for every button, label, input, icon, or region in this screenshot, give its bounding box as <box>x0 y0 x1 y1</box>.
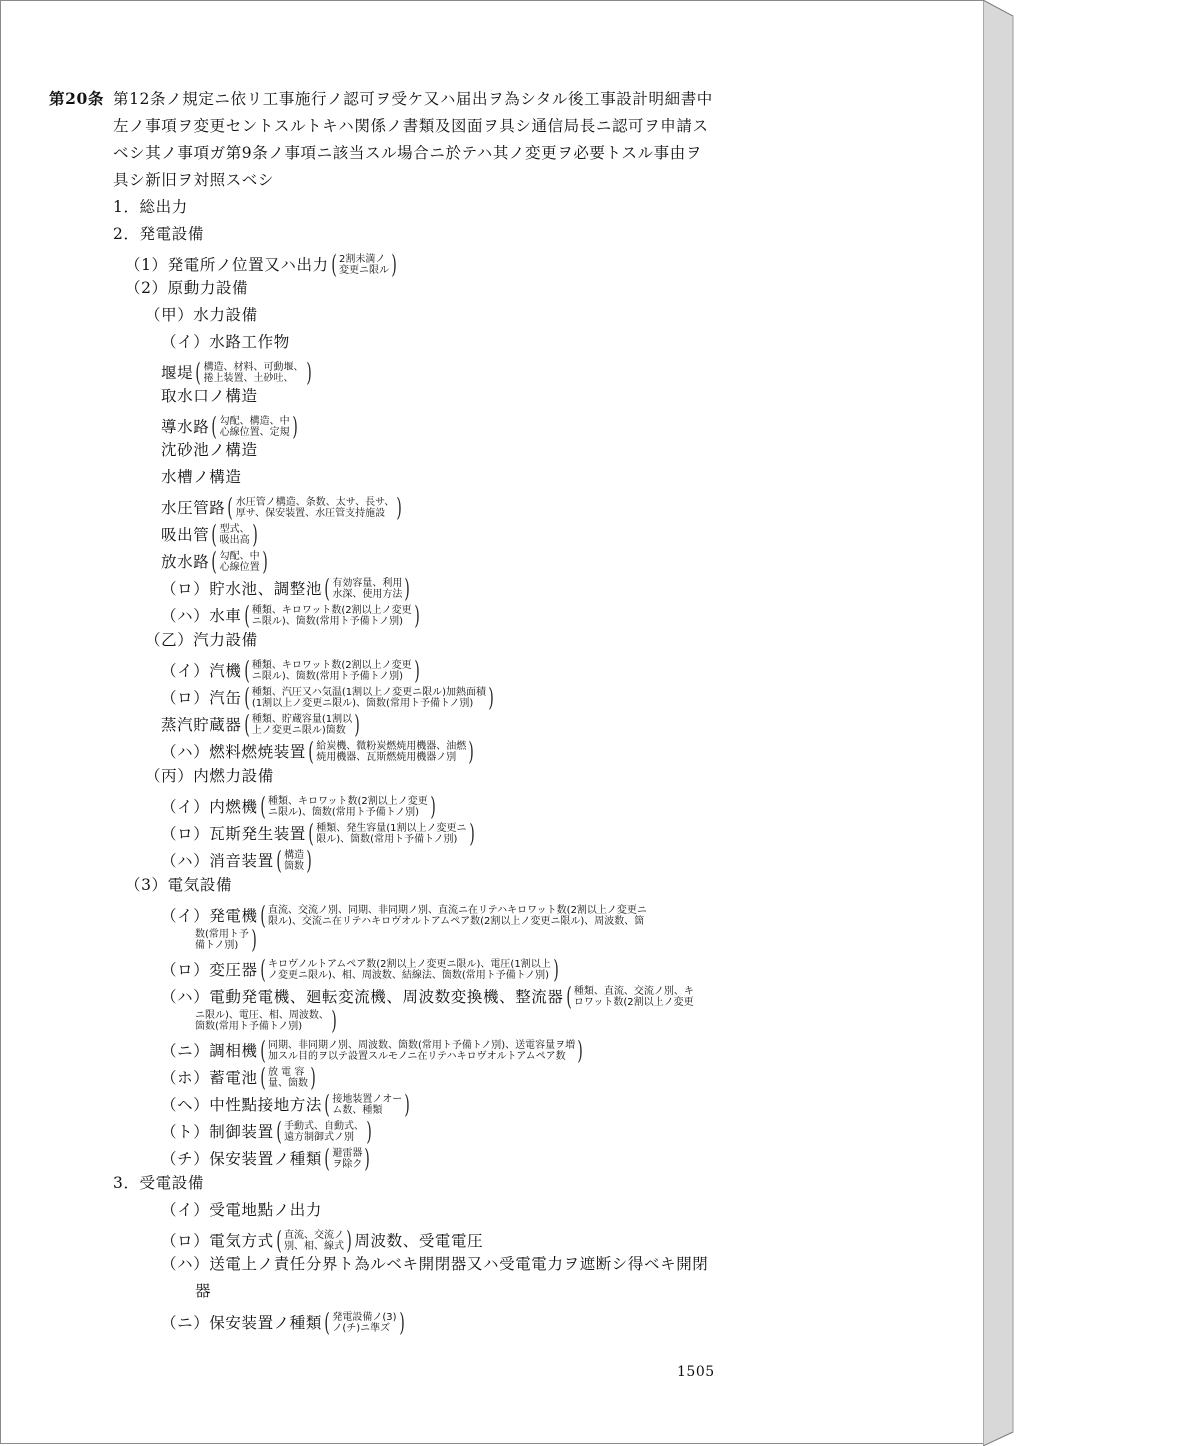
note-line: 量、箇数 <box>267 1077 308 1089</box>
note-line: ニ限ル)、箇数(常用ト予備トノ別) <box>251 670 403 682</box>
item-text: 堰堤 <box>161 363 194 382</box>
item-text: （丙）内燃力設備 <box>145 767 274 785</box>
list-item <box>145 306 258 324</box>
list-item <box>113 1174 204 1192</box>
close-paren: ) <box>488 683 495 712</box>
note-line: ヲ除ク <box>332 1158 363 1170</box>
item-text: （2）原動力設備 <box>125 279 249 297</box>
item-note <box>284 850 304 872</box>
note-line: 勾配、構造、中 <box>219 415 290 427</box>
item-text: （ト）制御装置 <box>161 1122 274 1141</box>
close-paren: ) <box>354 710 361 739</box>
list-item <box>161 495 405 520</box>
note-line: 上ノ変更ニ限ル)箇数 <box>251 724 346 736</box>
item-note <box>332 1312 396 1334</box>
note-line: 種類、キロワット数(2割以上ノ変更 <box>267 795 428 807</box>
article-number: 第20条 <box>49 89 104 108</box>
item-text: （ロ）汽缶 <box>161 688 242 707</box>
list-item <box>161 1119 374 1144</box>
note-line: 備トノ別) <box>195 939 239 951</box>
close-paren: ) <box>468 819 475 848</box>
list-item <box>161 794 438 819</box>
item-text: 放水路 <box>161 552 210 571</box>
list-item <box>161 685 496 710</box>
open-paren: ( <box>243 601 250 630</box>
item-text: （ロ）瓦斯発生装置 <box>161 824 306 843</box>
list-item <box>161 1038 586 1063</box>
item-note <box>204 362 304 384</box>
list-item <box>161 549 270 574</box>
item-note <box>268 1067 308 1089</box>
close-paren: ) <box>413 601 420 630</box>
list-item <box>113 198 188 216</box>
list-item <box>145 767 274 785</box>
list-item <box>161 957 561 982</box>
note-line: キロヴノルトアムペア数(2割以上ノ変更ニ限ル)、電圧(1割以上 <box>267 958 551 970</box>
note-line: 心線位置、定規 <box>219 426 290 438</box>
close-paren: ) <box>305 358 312 387</box>
list-item <box>161 848 314 873</box>
close-paren: ) <box>404 574 411 603</box>
open-paren: ( <box>259 792 266 821</box>
list-item <box>161 414 300 439</box>
note-line: ニ限ル)、箇数(常用ト予備トノ別) <box>267 806 420 818</box>
note-line: 構造 <box>284 849 305 861</box>
open-paren: ( <box>308 737 314 766</box>
list-item <box>145 631 258 649</box>
note-line: 構造、材料、可動堰、 <box>203 361 304 373</box>
list-item <box>161 387 258 405</box>
list-item <box>161 1255 708 1273</box>
item-note <box>316 823 466 845</box>
list-item <box>161 739 477 764</box>
item-text: （ヘ）中性點接地方法 <box>161 1095 323 1114</box>
note-line: 限ル)、箇数(常用ト予備トノ別) <box>316 833 458 845</box>
note-line: 型式、 <box>219 523 250 535</box>
list-item <box>161 658 422 683</box>
open-paren: ( <box>259 901 266 930</box>
note-line: 避雷器 <box>332 1147 363 1159</box>
note-line: 種類、貯蔵容量(1割以 <box>251 713 353 725</box>
note-line: 心線位置 <box>219 561 260 573</box>
close-paren: ) <box>251 925 257 954</box>
item-note <box>252 605 412 627</box>
open-paren: ( <box>227 493 234 522</box>
item-text: （乙）汽力設備 <box>145 631 258 649</box>
open-paren: ( <box>195 358 202 387</box>
note-line: 吸出高 <box>219 534 250 546</box>
close-paren: ) <box>396 493 403 522</box>
note-line: 直流、交流ノ <box>284 1229 345 1241</box>
item-text: （イ）水路工作物 <box>161 333 290 351</box>
item-note <box>284 1230 344 1252</box>
item-note <box>316 741 466 763</box>
close-paren: ) <box>364 1144 371 1173</box>
close-paren: ) <box>306 846 313 875</box>
note-line: 限ル)、交流ニ在リテハキロヴオルトアムペア数(2割以上ノ変更ニ限ル)、周波数、箇 <box>267 915 645 927</box>
note-line: (1割以上ノ変更ニ限ル)、箇数(常用ト予備トノ別) <box>251 697 474 709</box>
open-paren: ( <box>276 1117 282 1146</box>
note-line: ノ(チ)ニ準ズ <box>332 1322 391 1334</box>
item-note <box>236 497 395 519</box>
note-line: 水圧管ノ構造、条数、太サ、長サ、 <box>235 496 395 508</box>
note-line: 箇数(常用ト予備トノ別) <box>195 1020 303 1032</box>
list-item <box>195 1282 211 1300</box>
close-paren: ) <box>310 1063 316 1092</box>
item-text: （ロ）電気方式 <box>161 1231 274 1250</box>
open-paren: ( <box>211 520 218 549</box>
list-item <box>161 603 422 628</box>
item-text: 沈砂池ノ構造 <box>161 441 258 459</box>
item-note <box>252 714 352 736</box>
note-line: ノ変更ニ限ル)、相、周波数、結線法、箇数(常用ト予備トノ別) <box>267 969 550 981</box>
item-text: （イ）受電地點ノ出力 <box>161 1201 323 1219</box>
item-text: （ロ）変圧器 <box>161 960 258 979</box>
open-paren: ( <box>211 547 218 576</box>
item-note <box>268 796 428 818</box>
item-note <box>284 1121 364 1143</box>
note-line: 手動式、自動式、 <box>284 1120 365 1132</box>
open-paren: ( <box>324 574 331 603</box>
item-text: （ニ）調相機 <box>161 1041 258 1060</box>
item-note <box>268 1040 575 1062</box>
item-text: （ロ）貯水池、調整池 <box>161 579 323 598</box>
article-line-1: 第12条ノ規定ニ依リ工事施行ノ認可ヲ受ケ又ハ届出ヲ為シタル後工事設計明細書中 <box>113 90 713 108</box>
list-item <box>161 1310 407 1335</box>
item-text: （ハ）燃料燃焼装置 <box>161 742 306 761</box>
open-paren: ( <box>331 250 337 279</box>
open-paren: ( <box>243 710 250 739</box>
close-paren: ) <box>413 656 420 685</box>
item-text: 2．発電設備 <box>113 225 204 243</box>
article-line-4: 具シ新旧ヲ対照スベシ <box>113 171 275 189</box>
note-line: ニ限ル)、箇数(常用ト予備トノ別) <box>251 615 403 627</box>
note-line: 数(常用ト予 <box>195 928 249 940</box>
item-note <box>195 1010 329 1032</box>
open-paren: ( <box>243 656 250 685</box>
item-note <box>574 986 694 1008</box>
note-line: 同期、非同期ノ別、周波数、箇数(常用ト予備トノ別)、送電容量ヲ増 <box>267 1039 576 1051</box>
list-item <box>161 468 242 486</box>
close-paren: ) <box>553 955 559 984</box>
open-paren: ( <box>324 1308 331 1337</box>
close-paren: ) <box>292 412 298 441</box>
open-paren: ( <box>259 1036 266 1065</box>
item-text: （ハ）消音装置 <box>161 851 274 870</box>
note-line: 勾配、中 <box>219 550 260 562</box>
note-line: 種類、キロワット数(2割以上ノ変更 <box>251 604 412 616</box>
note-line: 加スル目的ヲ以テ設置スルモノニ在リテハキロヴオルトアムペア数 <box>267 1050 566 1062</box>
item-note <box>195 929 249 951</box>
item-text: （ハ）水車 <box>161 606 242 625</box>
list-item <box>125 279 248 297</box>
open-paren: ( <box>259 955 266 984</box>
note-line: 厚サ、保安装置、水圧管支持施設 <box>235 507 386 519</box>
note-line: 直流、交流ノ別、同期、非同期ノ別、直流ニ在リテハキロワット数(2割以上ノ変更ニ <box>267 904 647 916</box>
item-text: 3．受電設備 <box>113 1174 204 1192</box>
list-item <box>161 1065 318 1090</box>
item-text: （イ）内燃機 <box>161 797 258 816</box>
close-paren: ) <box>366 1117 373 1146</box>
item-note-continuation <box>195 1008 339 1033</box>
open-paren: ( <box>243 683 250 712</box>
item-text: 器 <box>195 1282 212 1300</box>
list-item <box>161 1201 322 1219</box>
list-item <box>161 903 647 928</box>
list-item <box>161 821 477 846</box>
item-note <box>252 687 486 709</box>
item-note <box>332 1094 402 1116</box>
close-paren: ) <box>252 520 258 549</box>
close-paren: ) <box>262 547 268 576</box>
note-line: 接地装置ノオー <box>332 1093 403 1105</box>
note-line: ロワット数(2割以上ノ変更 <box>573 996 694 1008</box>
item-note <box>252 660 412 682</box>
item-text: 導水路 <box>161 417 210 436</box>
item-text: 吸出管 <box>161 525 210 544</box>
item-note <box>220 416 290 438</box>
list-item <box>161 333 290 351</box>
list-item <box>161 522 260 547</box>
item-text: 水圧管路 <box>161 498 226 517</box>
item-note-continuation <box>195 927 259 952</box>
item-text: （甲）水力設備 <box>145 306 258 324</box>
open-paren: ( <box>565 982 572 1011</box>
note-line: 発電設備ノ(3) <box>332 1311 397 1323</box>
item-text: 1．総出力 <box>113 198 188 216</box>
close-paren: ) <box>391 250 398 279</box>
item-note <box>220 524 250 546</box>
page-number: 1505 <box>677 1364 715 1380</box>
item-note <box>220 551 260 573</box>
note-line: 有効容量、利用 <box>332 577 403 589</box>
close-paren: ) <box>346 1226 353 1255</box>
note-line: ム数、種類 <box>332 1104 383 1116</box>
item-note <box>332 578 402 600</box>
item-text: （イ）汽機 <box>161 661 242 680</box>
list-item <box>161 1092 413 1117</box>
close-paren: ) <box>404 1090 411 1119</box>
close-paren: ) <box>430 792 436 821</box>
note-line: 給炭機、微粉炭燃焼用機器、油燃 <box>316 740 467 752</box>
open-paren: ( <box>276 846 282 875</box>
list-item <box>161 576 413 601</box>
item-text: （ホ）蓄電池 <box>161 1068 258 1087</box>
list-item <box>161 441 258 459</box>
item-note <box>339 254 389 276</box>
note-line: 焼用機器、瓦斯燃焼用機器ノ別 <box>316 751 457 763</box>
item-text: （ニ）保安装置ノ種類 <box>161 1313 323 1332</box>
item-text: （チ）保安装置ノ種類 <box>161 1149 323 1168</box>
open-paren: ( <box>259 1063 266 1092</box>
book-spine <box>983 0 1177 1446</box>
close-paren: ) <box>577 1036 584 1065</box>
item-text: （3）電気設備 <box>125 876 233 894</box>
note-line: 種類、直流、交流ノ別、キ <box>573 985 694 997</box>
item-note <box>268 959 551 981</box>
note-line: 遠方制御式ノ別 <box>284 1131 355 1143</box>
note-line: 種類、キロワット数(2割以上ノ変更 <box>251 659 412 671</box>
article-line-2: 左ノ事項ヲ変更セントスルトキハ関係ノ書類及図面ヲ具シ通信局長ニ認可ヲ申請ス <box>113 117 709 135</box>
item-text: （イ）発電機 <box>161 906 258 925</box>
item-text: 取水口ノ構造 <box>161 387 258 405</box>
open-paren: ( <box>308 819 314 848</box>
note-line: 捲上装置、土砂吐、 <box>203 372 294 384</box>
list-item <box>161 1146 373 1171</box>
open-paren: ( <box>324 1090 331 1119</box>
item-text: 水槽ノ構造 <box>161 468 242 486</box>
list-item <box>125 252 399 277</box>
note-line: 2割未満ノ <box>339 253 386 265</box>
item-text: （1）発電所ノ位置又ハ出力 <box>125 255 329 274</box>
close-paren: ) <box>331 1006 337 1035</box>
open-paren: ( <box>211 412 218 441</box>
close-paren: ) <box>468 737 475 766</box>
note-line: 別、相、線式 <box>284 1240 345 1252</box>
list-item <box>125 876 232 894</box>
list-item <box>113 225 204 243</box>
note-line: 箇数 <box>284 860 305 872</box>
list-item <box>161 984 694 1009</box>
item-note <box>332 1148 362 1170</box>
item-text: （ハ）送電上ノ責任分界ト為ルベキ開閉器又ハ受電電力ヲ遮断シ得ベキ開閉 <box>161 1255 709 1273</box>
note-line: 水深、使用方法 <box>332 588 403 600</box>
item-note <box>268 905 647 927</box>
list-item <box>161 360 314 385</box>
note-line: 変更ニ限ル <box>339 264 390 276</box>
item-text: 蒸汽貯蔵器 <box>161 715 242 734</box>
note-line: 放 電 容 <box>267 1066 305 1078</box>
note-line: 種類、汽圧又ハ気温(1割以上ノ変更ニ限ル)加熱面積 <box>251 686 487 698</box>
note-line: 種類、発生容量(1割以上ノ変更ニ <box>316 822 467 834</box>
close-paren: ) <box>398 1308 405 1337</box>
note-line: ニ限ル)、電圧、相、周波数、 <box>195 1009 329 1021</box>
list-item <box>161 712 363 737</box>
item-text: （ハ）電動発電機、廻転変流機、周波数変換機、整流器 <box>161 987 564 1006</box>
open-paren: ( <box>276 1226 282 1255</box>
article-line-3: ベシ其ノ事項ガ第9条ノ事項ニ該当スル場合ニ於テハ其ノ変更ヲ必要トスル事由ヲ <box>113 144 702 162</box>
list-item <box>161 1228 483 1253</box>
item-tail: 周波数、受電電圧 <box>354 1231 484 1250</box>
open-paren: ( <box>324 1144 331 1173</box>
